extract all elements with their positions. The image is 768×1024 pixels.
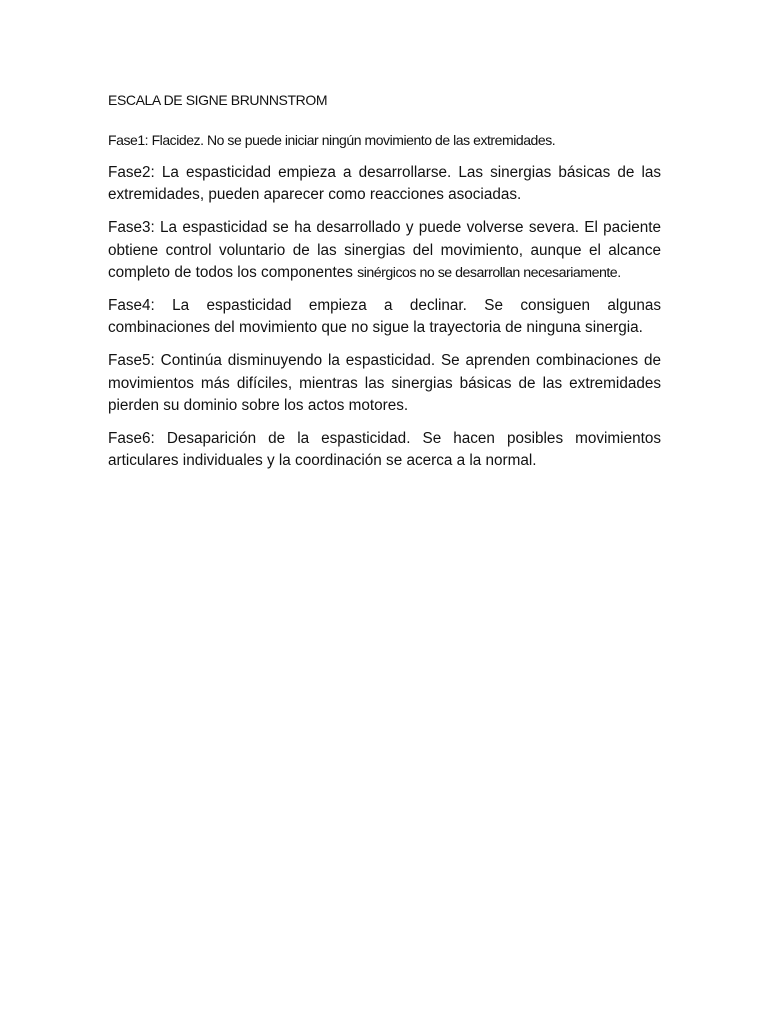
phase-6-paragraph: [108, 428, 661, 472]
phase-5-text: Continúa disminuyendo la espasticidad. Se aprenden combinaciones de movimientos más difíciles, mientras las sinergias básicas de las extremidades pierden su dominio sobre los actos motores.: [108, 352, 661, 414]
phase-3-text-tail: sinérgicos no se desarrollan necesariamente.: [357, 264, 621, 281]
phase-1-text: Flacidez. No se puede iniciar ningún movimiento de las extremidades.: [151, 132, 556, 148]
phase-5-paragraph: [108, 350, 661, 417]
phase-4-text: La espasticidad empieza a declinar. Se consiguen algunas combinaciones del movimiento que no sigue la trayectoria de ninguna sinergia.: [108, 297, 661, 337]
document-body: [108, 92, 661, 483]
phase-2-paragraph: [108, 162, 661, 206]
phase-5-label: Fase5:: [108, 352, 155, 370]
phase-3-paragraph: [108, 217, 661, 284]
phase-2-label: Fase2:: [108, 164, 155, 181]
phase-3-label: Fase3:: [108, 219, 155, 237]
phase-6-label: Fase6:: [108, 430, 155, 448]
phase-2-text: La espasticidad empieza a desarrollarse. Las sinergias básicas de las extremidades, pueden aparecer como reacciones asociadas.: [108, 164, 661, 204]
document-title: ESCALA DE SIGNE BRUNNSTROM: [108, 92, 328, 108]
phase-3-text: La espasticidad se ha desarrollado y puede volverse severa. El paciente obtiene control voluntario de las sinergias del movimiento, aunque el alcance completo de todos los componentes: [108, 219, 661, 281]
phase-4-paragraph: [108, 295, 661, 339]
phase-1-paragraph: [108, 130, 661, 150]
phase-6-text: Desaparición de la espasticidad. Se hacen posibles movimientos articulares individuales y la coordinación se acerca a la normal.: [108, 430, 661, 470]
phase-1-label: Fase1:: [108, 132, 149, 148]
phase-4-label: Fase4:: [108, 297, 155, 315]
